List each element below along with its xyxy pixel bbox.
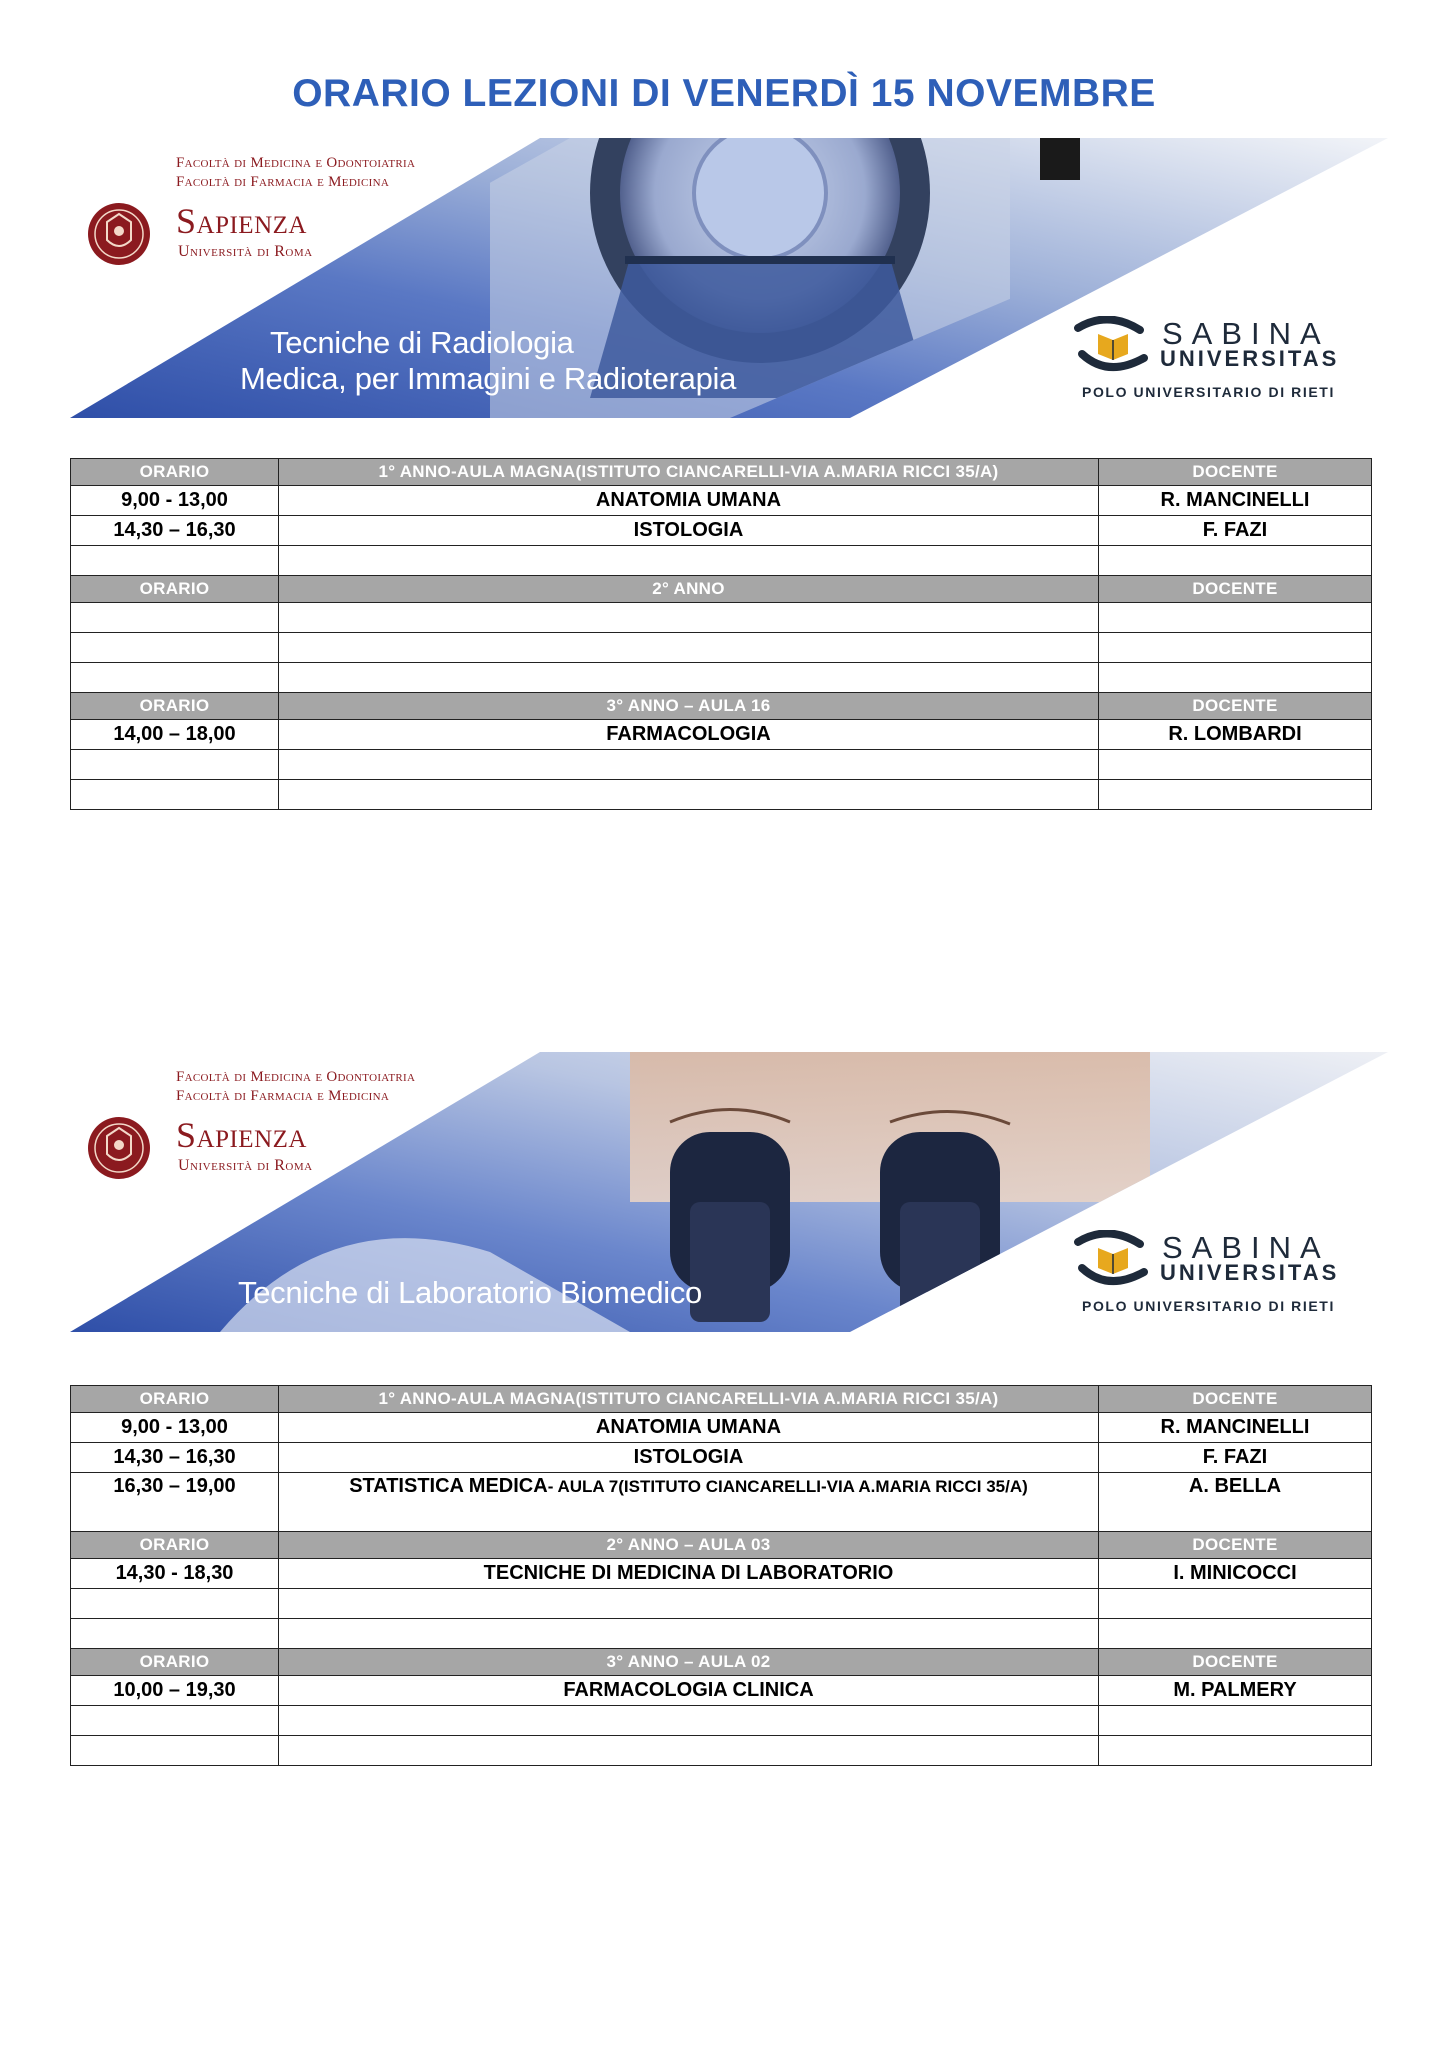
partner-tagline: POLO UNIVERSITARIO DI RIETI xyxy=(1082,384,1335,400)
table-header-row xyxy=(71,459,1372,486)
row-subject xyxy=(279,603,1099,633)
header-time: ORARIO xyxy=(71,693,279,720)
row-subject xyxy=(279,1473,1099,1532)
header-teacher: DOCENTE xyxy=(1099,1532,1372,1559)
row-time xyxy=(71,663,279,693)
row-teacher xyxy=(1099,780,1372,810)
table-row xyxy=(71,1706,1372,1736)
partner-subname: UNIVERSITAS xyxy=(1160,1260,1340,1285)
row-subject xyxy=(279,750,1099,780)
university-subtitle: Università di Roma xyxy=(178,243,313,260)
course-title-line-1: Tecniche di Radiologia xyxy=(270,325,574,360)
table-row xyxy=(71,1473,1372,1532)
table-row xyxy=(71,1559,1372,1589)
header-time: ORARIO xyxy=(71,576,279,603)
subject-detail: - AULA 7(ISTITUTO CIANCARELLI-VIA A.MARIA RICCI 35/A) xyxy=(547,1477,1028,1496)
table-row xyxy=(71,1589,1372,1619)
table-header-row xyxy=(71,576,1372,603)
row-time: 14,00 – 18,00 xyxy=(71,720,279,750)
table-row xyxy=(71,486,1372,516)
header-teacher: DOCENTE xyxy=(1099,1386,1372,1413)
header-teacher: DOCENTE xyxy=(1099,576,1372,603)
subject-main: STATISTICA MEDICA xyxy=(349,1475,548,1497)
row-time xyxy=(71,546,279,576)
sabina-book-icon xyxy=(1068,1230,1158,1292)
row-time xyxy=(71,633,279,663)
row-teacher xyxy=(1099,1589,1372,1619)
row-teacher: R. MANCINELLI xyxy=(1099,486,1372,516)
row-teacher: R. LOMBARDI xyxy=(1099,720,1372,750)
partner-name: SABINA xyxy=(1162,1230,1330,1265)
faculty-line-1: Facoltà di Medicina e Odontoiatria xyxy=(176,155,416,171)
row-teacher xyxy=(1099,750,1372,780)
course-title-line-2: Medica, per Immagini e Radioterapia xyxy=(240,361,737,396)
header-subject: 3° ANNO – AULA 16 xyxy=(279,693,1099,720)
row-teacher: A. BELLA xyxy=(1099,1473,1372,1532)
row-teacher: R. MANCINELLI xyxy=(1099,1413,1372,1443)
partner-subname: UNIVERSITAS xyxy=(1160,346,1340,371)
row-subject: TECNICHE DI MEDICINA DI LABORATORIO xyxy=(279,1559,1099,1589)
table-header-row xyxy=(71,1386,1372,1413)
row-teacher xyxy=(1099,663,1372,693)
row-subject: ISTOLOGIA xyxy=(279,1443,1099,1473)
row-teacher xyxy=(1099,633,1372,663)
university-subtitle: Università di Roma xyxy=(178,1157,313,1174)
header-teacher: DOCENTE xyxy=(1099,459,1372,486)
header-time: ORARIO xyxy=(71,1386,279,1413)
header-time: ORARIO xyxy=(71,459,279,486)
page-title: ORARIO LEZIONI DI VENERDÌ 15 NOVEMBRE xyxy=(292,72,1156,115)
course-title-line-1: Tecniche di Laboratorio Biomedico xyxy=(238,1275,702,1310)
schedule-table-laboratory xyxy=(70,1385,1372,1766)
row-time: 9,00 - 13,00 xyxy=(71,486,279,516)
row-subject xyxy=(279,1706,1099,1736)
table-row xyxy=(71,1443,1372,1473)
header-time: ORARIO xyxy=(71,1532,279,1559)
faculty-line-2: Facoltà di Farmacia e Medicina xyxy=(176,1088,390,1104)
table-header-row xyxy=(71,693,1372,720)
row-time xyxy=(71,1619,279,1649)
partner-tagline: POLO UNIVERSITARIO DI RIETI xyxy=(1082,1298,1335,1314)
header-subject: 1° ANNO-AULA MAGNA(ISTITUTO CIANCARELLI-VIA A.MARIA RICCI 35/A) xyxy=(279,1386,1099,1413)
row-subject: ANATOMIA UMANA xyxy=(279,486,1099,516)
table-header-row xyxy=(71,1649,1372,1676)
university-name: Sapienza xyxy=(176,1115,307,1155)
header-subject: 3° ANNO – AULA 02 xyxy=(279,1649,1099,1676)
row-time: 14,30 - 18,30 xyxy=(71,1559,279,1589)
row-time xyxy=(71,750,279,780)
partner-name: SABINA xyxy=(1162,316,1330,351)
sabina-book-icon xyxy=(1068,316,1158,378)
row-time xyxy=(71,780,279,810)
table-row xyxy=(71,1676,1372,1706)
banner-radiology xyxy=(70,138,1388,418)
row-time: 16,30 – 19,00 xyxy=(71,1473,279,1532)
row-time xyxy=(71,1589,279,1619)
row-teacher: F. FAZI xyxy=(1099,516,1372,546)
table-row xyxy=(71,780,1372,810)
header-teacher: DOCENTE xyxy=(1099,693,1372,720)
table-row xyxy=(71,546,1372,576)
table-row xyxy=(71,633,1372,663)
row-teacher xyxy=(1099,546,1372,576)
row-teacher xyxy=(1099,1736,1372,1766)
schedule-table-radiology xyxy=(70,458,1372,810)
banner-laboratory xyxy=(70,1052,1388,1332)
row-time: 9,00 - 13,00 xyxy=(71,1413,279,1443)
row-subject xyxy=(279,780,1099,810)
faculty-line-1: Facoltà di Medicina e Odontoiatria xyxy=(176,1069,416,1085)
row-subject: FARMACOLOGIA CLINICA xyxy=(279,1676,1099,1706)
table-row xyxy=(71,516,1372,546)
row-subject xyxy=(279,663,1099,693)
row-teacher: M. PALMERY xyxy=(1099,1676,1372,1706)
table-row xyxy=(71,603,1372,633)
row-subject xyxy=(279,1619,1099,1649)
faculty-line-2: Facoltà di Farmacia e Medicina xyxy=(176,174,390,190)
row-teacher xyxy=(1099,1619,1372,1649)
header-time: ORARIO xyxy=(71,1649,279,1676)
row-teacher xyxy=(1099,603,1372,633)
row-teacher xyxy=(1099,1706,1372,1736)
row-time xyxy=(71,1736,279,1766)
table-row xyxy=(71,720,1372,750)
header-subject: 2° ANNO – AULA 03 xyxy=(279,1532,1099,1559)
row-teacher: F. FAZI xyxy=(1099,1443,1372,1473)
header-subject: 2° ANNO xyxy=(279,576,1099,603)
table-header-row xyxy=(71,1532,1372,1559)
row-subject: ANATOMIA UMANA xyxy=(279,1413,1099,1443)
header-teacher: DOCENTE xyxy=(1099,1649,1372,1676)
row-subject xyxy=(279,546,1099,576)
row-subject: ISTOLOGIA xyxy=(279,516,1099,546)
table-row xyxy=(71,1413,1372,1443)
table-row xyxy=(71,663,1372,693)
row-time: 14,30 – 16,30 xyxy=(71,1443,279,1473)
sabina-universitas-logo xyxy=(1068,1226,1368,1316)
row-time: 10,00 – 19,30 xyxy=(71,1676,279,1706)
table-row xyxy=(71,1619,1372,1649)
sapienza-seal-icon xyxy=(86,1108,152,1188)
row-subject xyxy=(279,1736,1099,1766)
row-time: 14,30 – 16,30 xyxy=(71,516,279,546)
row-subject: FARMACOLOGIA xyxy=(279,720,1099,750)
row-time xyxy=(71,603,279,633)
university-name: Sapienza xyxy=(176,201,307,241)
row-time xyxy=(71,1706,279,1736)
table-row xyxy=(71,1736,1372,1766)
sabina-universitas-logo xyxy=(1068,312,1368,402)
row-teacher: I. MINICOCCI xyxy=(1099,1559,1372,1589)
header-subject: 1° ANNO-AULA MAGNA(ISTITUTO CIANCARELLI-VIA A.MARIA RICCI 35/A) xyxy=(279,459,1099,486)
row-subject xyxy=(279,633,1099,663)
table-row xyxy=(71,750,1372,780)
sapienza-seal-icon xyxy=(86,194,152,274)
row-subject xyxy=(279,1589,1099,1619)
